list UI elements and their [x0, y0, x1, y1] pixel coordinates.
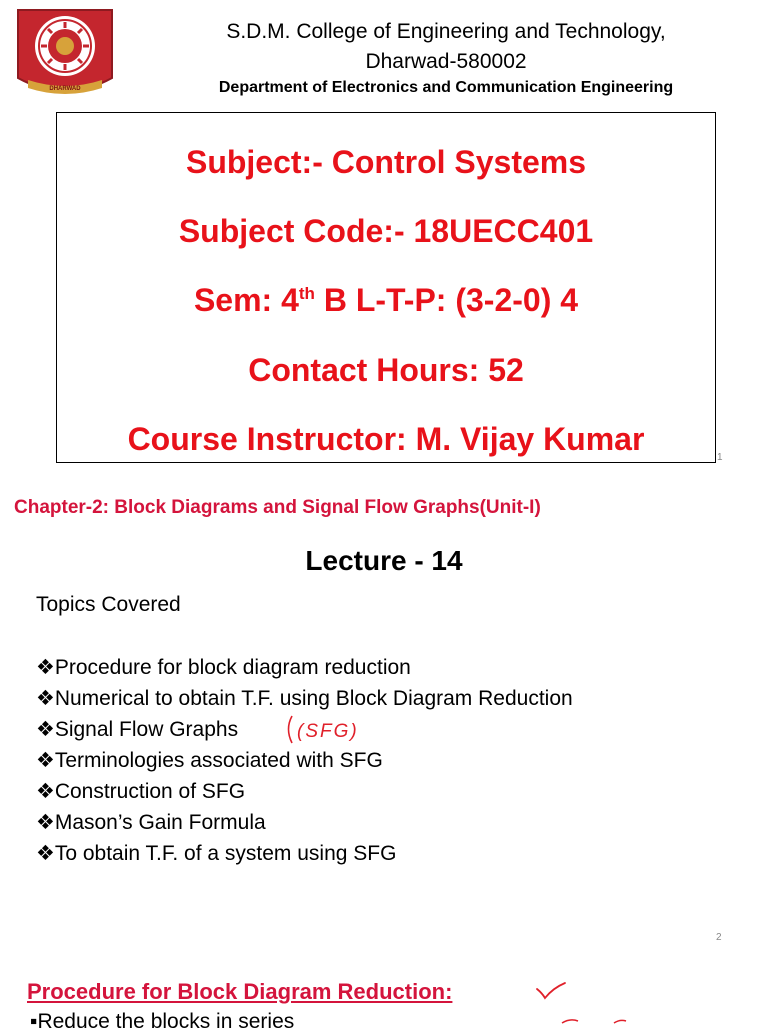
department-name: Department of Electronics and Communication Engineering [218, 79, 674, 96]
subject-code: Subject Code:- 18UECC401 [178, 213, 594, 249]
semester-info: Sem: 4th B L-T-P: (3-2-0) 4 [193, 282, 579, 318]
topic-item: ❖Numerical to obtain T.F. using Block Diagram Reduction [36, 687, 573, 710]
procedure-first-step: ▪Reduce the blocks in series [30, 1010, 295, 1033]
logo-banner-text: DHARWAD [49, 86, 81, 92]
contact-hours: Contact Hours: 52 [248, 352, 524, 388]
topics-heading: Topics Covered [36, 593, 181, 616]
handwritten-sfg-annotation [284, 712, 360, 746]
topic-item: ❖Mason’s Gain Formula [36, 811, 266, 834]
page-number-2: 2 [716, 932, 722, 943]
college-name: S.D.M. College of Engineering and Technology, [226, 20, 666, 43]
handwritten-ink-marks [540, 1015, 630, 1024]
procedure-heading: Procedure for Block Diagram Reduction: [27, 979, 453, 1004]
handwritten-check-icon [534, 980, 568, 1002]
course-instructor: Course Instructor: M. Vijay Kumar [127, 421, 645, 457]
lecture-title: Lecture - 14 [305, 545, 463, 576]
college-location: Dharwad-580002 [365, 50, 527, 73]
subject-title: Subject:- Control Systems [185, 144, 587, 180]
topic-item: ❖Construction of SFG [36, 780, 246, 803]
handwritten-sfg-text: (SFG) [297, 721, 359, 742]
page-number-1: 1 [717, 452, 723, 463]
topic-item: ❖Signal Flow Graphs [36, 718, 239, 741]
chapter-title: Chapter-2: Block Diagrams and Signal Flow Graphs(Unit-I) [14, 497, 541, 518]
topic-item: ❖Terminologies associated with SFG [36, 749, 383, 772]
topic-item: ❖To obtain T.F. of a system using SFG [36, 842, 397, 865]
college-logo-icon [6, 8, 124, 100]
topic-item: ❖Procedure for block diagram reduction [36, 656, 411, 679]
